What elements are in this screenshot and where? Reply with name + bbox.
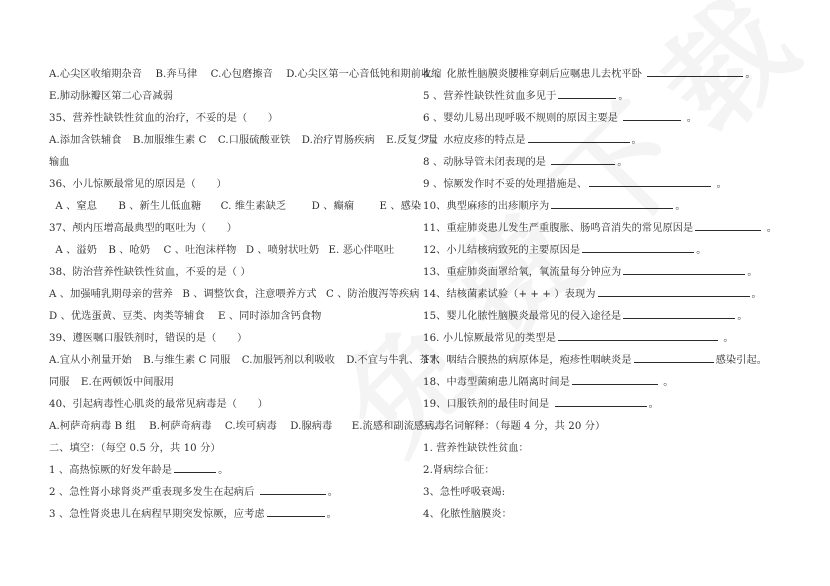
fill-prompt: 12、小儿结核病致死的主要原因是 xyxy=(423,245,581,256)
punctuation: 。 xyxy=(659,377,674,388)
fill-prompt: 1 、高热惊厥的好发年龄是 xyxy=(49,465,173,476)
punctuation: 感染引起。 xyxy=(715,355,768,366)
fill-item-2 xyxy=(49,482,415,504)
option: C.心包磨擦音 xyxy=(210,69,273,80)
left-column xyxy=(49,64,445,526)
option: C 、吐泡沫样物 xyxy=(163,245,237,256)
term-text: 4、化脓性脑膜炎： xyxy=(423,509,512,520)
punctuation: 。 xyxy=(747,267,758,278)
option: B 、新生儿低血糖 xyxy=(118,201,202,212)
fill-prompt: 7 、水痘皮疹的特点是 xyxy=(423,135,526,146)
fill-prompt: 17、咽结合膜热的病原体是，疱疹性咽峡炎是 xyxy=(423,355,632,366)
punctuation: 。 xyxy=(683,113,698,124)
option: C.口服硫酸亚铁 xyxy=(217,135,291,146)
option: E.肺动脉瓣区第二心音减弱 xyxy=(49,91,174,102)
punctuation: 。 xyxy=(618,91,629,102)
option: A.添加含铁辅食 xyxy=(49,135,122,146)
fill-prompt: 19、口服铁剂的最佳时间是 xyxy=(423,399,553,410)
fill-prompt: 13、重症肺炎面罩给氧，氧流量每分钟应为 xyxy=(423,267,622,278)
fill-item-3 xyxy=(49,504,415,526)
fill-prompt: 2 、急性肾小球肾炎严重表现多发生在起病后 xyxy=(49,487,258,498)
q35-options-row-2 xyxy=(49,152,415,174)
fill-prompt: 8 、动脉导管未闭表现的是 xyxy=(423,157,550,168)
option: D.治疗胃肠疾病 xyxy=(301,135,375,146)
fill-prompt: 3 、急性肾炎患儿在病程早期突发惊厥，应考虑 xyxy=(49,509,265,520)
fill-item-1 xyxy=(49,460,415,482)
answer-blank[interactable] xyxy=(528,131,630,143)
option: B 、呛奶 xyxy=(108,245,151,256)
q40-options xyxy=(49,416,445,438)
fill-prompt: 5 、营养性缺铁性贫血多见于 xyxy=(423,91,557,102)
answer-blank[interactable] xyxy=(558,329,718,341)
q40-stem xyxy=(49,394,415,416)
punctuation: 。 xyxy=(218,465,229,476)
option: E 、同时添加含钙食物 xyxy=(217,311,322,322)
term-4 xyxy=(423,504,803,526)
fill-item-8 xyxy=(423,152,803,174)
section-3-title xyxy=(423,416,803,438)
punctuation: 。 xyxy=(648,399,659,410)
term-text: 3、急性呼吸衰竭: xyxy=(423,487,506,498)
q34-options-row-1 xyxy=(49,64,442,86)
option: B 、调整饮食，注意喂养方式 xyxy=(182,289,317,300)
option: E. 恶心伴呕吐 xyxy=(328,245,395,256)
question-text: 36、小儿惊厥最常见的原因是（ ） xyxy=(49,179,227,190)
q38-options-row-2 xyxy=(49,306,415,328)
question-text: 35、营养性缺铁性贫血的治疗，不妥的是（ ） xyxy=(49,113,279,124)
answer-blank[interactable] xyxy=(555,395,647,407)
answer-blank[interactable] xyxy=(551,197,673,209)
question-text: 40、引起病毒性心肌炎的最常见病毒是（ ） xyxy=(49,399,268,410)
option: A 、窒息 xyxy=(55,201,98,212)
term-2 xyxy=(423,460,803,482)
fill-prompt: 14、结核菌素试验（+ + + ）表现为 xyxy=(423,289,596,300)
right-column xyxy=(423,64,803,526)
fill-item-17 xyxy=(423,350,803,372)
punctuation: 。 xyxy=(763,223,777,234)
q36-stem xyxy=(49,174,415,196)
punctuation: 。 xyxy=(720,333,734,344)
question-text: 38、防治营养性缺铁性贫血，不妥的是（ ） xyxy=(49,267,251,278)
q36-options xyxy=(49,196,422,218)
punctuation: 。 xyxy=(326,509,337,520)
punctuation: 。 xyxy=(751,289,762,300)
answer-blank[interactable] xyxy=(260,483,326,495)
answer-blank[interactable] xyxy=(267,505,325,517)
q38-options-row-1 xyxy=(49,284,420,306)
fill-prompt: 18、中毒型菌痢患儿隔离时间是 xyxy=(423,377,570,388)
option: C 、防治腹泻等疾病 xyxy=(326,289,420,300)
option: E.在两顿饭中间服用 xyxy=(80,377,175,388)
q39-stem xyxy=(49,328,415,350)
answer-blank[interactable] xyxy=(589,175,711,187)
fill-prompt: 10、典型麻疹的出疹顺序为 xyxy=(423,201,550,212)
option: C.埃可病毒 xyxy=(224,421,277,432)
fill-item-4 xyxy=(423,64,803,86)
answer-blank[interactable] xyxy=(623,109,681,121)
option: B.加服维生素 C xyxy=(132,135,207,146)
answer-blank[interactable] xyxy=(695,219,761,231)
option: A.心尖区收缩期杂音 xyxy=(49,69,143,80)
fill-item-5 xyxy=(423,86,803,108)
term-text: 2.肾病综合征： xyxy=(423,465,495,476)
fill-prompt: 11、重症肺炎患儿发生严重腹胀、肠鸣音消失的常见原因是 xyxy=(423,223,694,234)
option: A.宜从小剂量开始 xyxy=(49,355,132,366)
q37-options xyxy=(49,240,415,262)
option: B.与维生素 C 同服 xyxy=(143,355,231,366)
fill-item-6 xyxy=(423,108,803,130)
fill-item-15 xyxy=(423,306,803,328)
section-heading: 三、名词解释：（每题 4 分，共 20 分） xyxy=(423,421,606,432)
option: B.柯萨奇病毒 xyxy=(149,421,212,432)
punctuation: 。 xyxy=(737,311,748,322)
option: E 、感染 xyxy=(379,201,422,212)
fill-prompt: 9 、惊厥发作时不妥的处理措施是、 xyxy=(423,179,588,190)
term-text: 1. 营养性缺铁性贫血： xyxy=(423,443,529,454)
punctuation: 。 xyxy=(696,245,707,256)
option: D.不宜与牛乳、茶水 xyxy=(346,355,440,366)
option: 输血 xyxy=(49,157,70,168)
fill-item-19 xyxy=(423,394,803,416)
option: C. 维生素缺乏 xyxy=(220,201,287,212)
answer-blank[interactable] xyxy=(572,373,658,385)
option: A.柯萨奇病毒 B 组 xyxy=(49,421,136,432)
q35-stem xyxy=(49,108,415,130)
fill-prompt: 15、婴儿化脓性脑膜炎最常见的侵入途径是 xyxy=(423,311,622,322)
q35-options-row-1 xyxy=(49,130,439,152)
option: D 、优选蛋黄、豆类、肉类等辅食 xyxy=(49,311,205,322)
option: A 、溢奶 xyxy=(55,245,98,256)
answer-blank[interactable] xyxy=(634,351,714,363)
option: D 、喷射状吐奶 xyxy=(245,245,320,256)
option: A 、加强哺乳期母亲的营养 xyxy=(49,289,173,300)
question-text: 37、颅内压增高最典型的呕吐为（ ） xyxy=(49,223,238,234)
answer-blank[interactable] xyxy=(623,307,735,319)
term-1 xyxy=(423,438,803,460)
answer-blank[interactable] xyxy=(174,461,216,473)
fill-item-16 xyxy=(423,328,803,350)
option: E.反复少量 xyxy=(386,135,439,146)
answer-blank[interactable] xyxy=(623,263,745,275)
option: D.心尖区第一心音低钝和期前收缩 xyxy=(286,69,442,80)
punctuation: 。 xyxy=(327,487,339,498)
fill-item-10 xyxy=(423,196,803,218)
q34-options-row-2 xyxy=(49,86,415,108)
option: D.腺病毒 xyxy=(290,421,333,432)
fill-item-11 xyxy=(423,218,803,240)
answer-blank[interactable] xyxy=(647,65,743,77)
fill-item-18 xyxy=(423,372,803,394)
option: E.流感和副流感病毒 xyxy=(351,421,445,432)
q39-options-row-2 xyxy=(49,372,415,394)
answer-blank[interactable] xyxy=(598,285,750,297)
fill-prompt: 4. 、化脓性脑膜炎腰椎穿刺后应嘱患儿去枕平卧 xyxy=(423,69,646,80)
question-text: 39、遵医嘱口服铁剂时，错误的是（ ） xyxy=(49,333,248,344)
fill-item-13 xyxy=(423,262,803,284)
option: B.奔马律 xyxy=(155,69,198,80)
answer-blank[interactable] xyxy=(582,241,694,253)
answer-blank[interactable] xyxy=(558,87,616,99)
option: D 、癫痫 xyxy=(311,201,355,212)
punctuation: 。 xyxy=(713,179,727,190)
fill-item-7 xyxy=(423,130,803,152)
fill-item-9 xyxy=(423,174,803,196)
q37-stem xyxy=(49,218,415,240)
punctuation: 。 xyxy=(631,135,642,146)
fill-item-12 xyxy=(423,240,803,262)
option: C.加服钙剂以利吸收 xyxy=(241,355,335,366)
fill-prompt: 6 、婴幼儿易出现呼吸不规则的原因主要是 xyxy=(423,113,622,124)
fill-item-14 xyxy=(423,284,803,306)
punctuation: 。 xyxy=(675,201,686,212)
option: 同服 xyxy=(49,377,70,388)
punctuation: 。 xyxy=(617,157,628,168)
section-heading: 二、填空：（每空 0.5 分，共 10 分） xyxy=(49,443,221,454)
term-3 xyxy=(423,482,803,504)
q38-stem xyxy=(49,262,415,284)
punctuation: 。 xyxy=(745,69,756,80)
q39-options-row-1 xyxy=(49,350,440,372)
section-2-title xyxy=(49,438,415,460)
fill-prompt: 16. 小儿惊厥最常见的类型是 xyxy=(423,333,557,344)
answer-blank[interactable] xyxy=(551,153,615,165)
